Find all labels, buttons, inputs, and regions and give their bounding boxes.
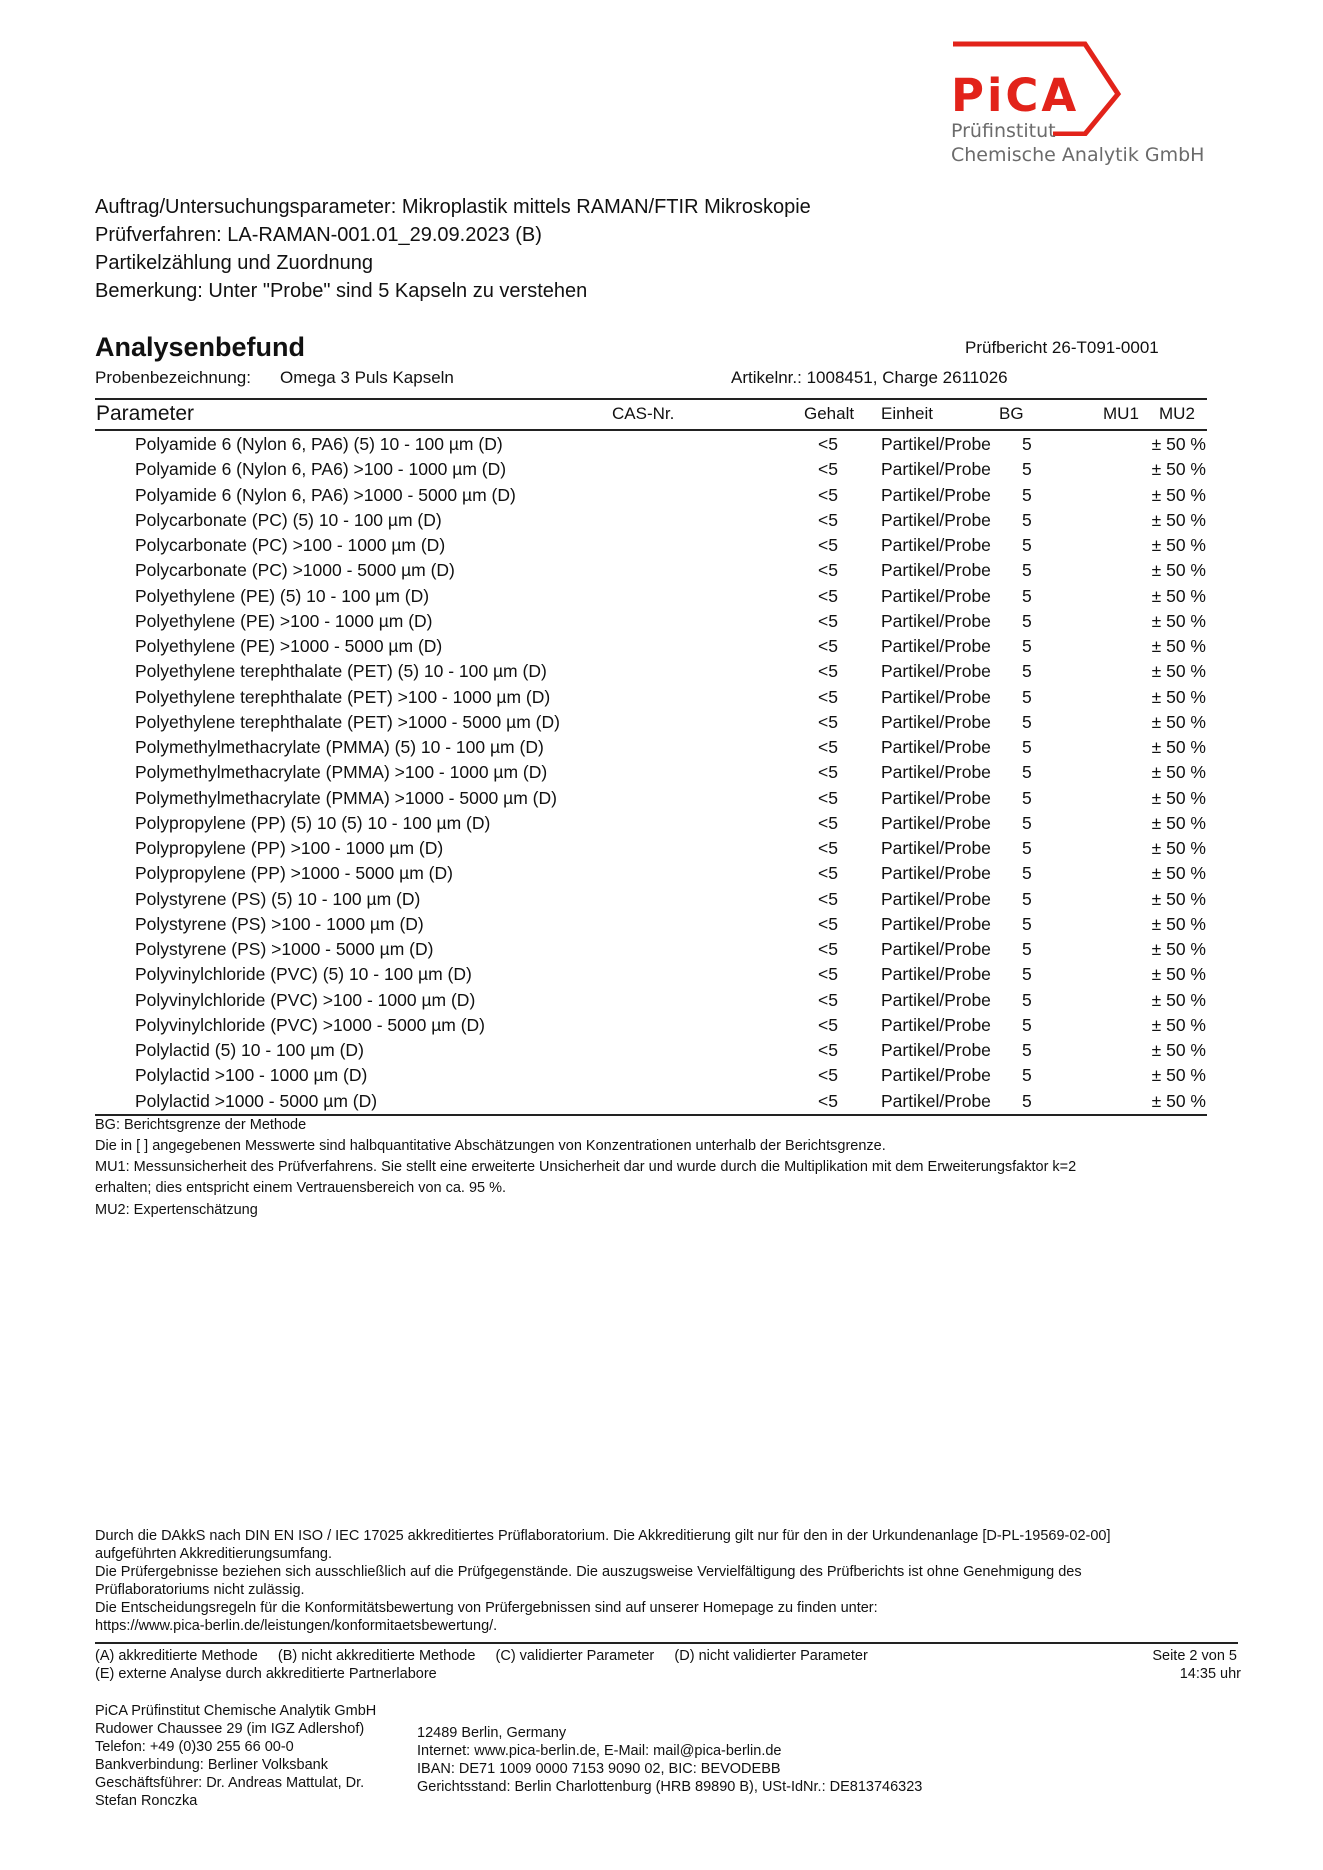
accreditation-line3: Die Prüfergebnisse beziehen sich ausschließlich auf die Prüfgegenstände. Die auszugsweise Vervielfältigung des Prüfberichts ist ohne Genehmigung des (95, 1564, 1082, 1580)
note-brackets: Die in [ ] angegebenen Messwerte sind halbquantitative Abschätzungen von Konzentrationen unterhalb der Berichtsgrenze. (95, 1138, 886, 1154)
cell-einheit: Partikel/Probe (881, 484, 991, 505)
cell-mu2: ± 50 % (1151, 838, 1206, 858)
cell-parameter: Polypropylene (PP) >100 - 1000 µm (D) (135, 838, 444, 858)
cell-bg: 5 (1022, 661, 1032, 682)
cell-bg: 5 (1022, 459, 1032, 480)
cell-parameter: Polyethylene terephthalate (PET) (5) 10 - 100 µm (D) (135, 661, 547, 682)
cell-gehalt: <5 (818, 1090, 838, 1111)
cell-gehalt: <5 (818, 1065, 838, 1086)
cell-gehalt: <5 (818, 1014, 838, 1035)
table-row (0, 661, 1323, 686)
cell-bg: 5 (1022, 1040, 1032, 1060)
table-row (0, 914, 1323, 939)
cell-mu2: ± 50 % (1151, 964, 1206, 985)
cell-mu2: ± 50 % (1151, 1014, 1206, 1035)
cell-einheit: Partikel/Probe (881, 509, 991, 530)
cell-mu2: ± 50 % (1151, 535, 1206, 555)
cell-mu2: ± 50 % (1151, 459, 1206, 480)
cell-einheit: Partikel/Probe (881, 888, 991, 909)
cell-einheit: Partikel/Probe (881, 838, 991, 858)
company-managers: Geschäftsführer: Dr. Andreas Mattulat, Dr. (95, 1775, 365, 1791)
footer-rule (95, 1642, 1238, 1644)
cell-mu2: ± 50 % (1151, 560, 1206, 581)
print-time: 14:35 uhr (1179, 1666, 1241, 1682)
cell-parameter: Polycarbonate (PC) >100 - 1000 µm (D) (135, 535, 446, 555)
cell-gehalt: <5 (818, 863, 838, 884)
cell-gehalt: <5 (818, 939, 838, 959)
table-row (0, 990, 1323, 1015)
cell-parameter: Polyethylene terephthalate (PET) >100 - 1000 µm (D) (135, 686, 551, 707)
table-row (0, 863, 1323, 888)
table-row (0, 586, 1323, 611)
cell-bg: 5 (1022, 585, 1032, 606)
cell-bg: 5 (1022, 762, 1032, 783)
cell-bg: 5 (1022, 863, 1032, 884)
cell-bg: 5 (1022, 711, 1032, 732)
cell-parameter: Polystyrene (PS) >1000 - 5000 µm (D) (135, 939, 434, 959)
cell-mu2: ± 50 % (1151, 610, 1206, 631)
counting-line: Partikelzählung und Zuordnung (95, 252, 373, 274)
cell-bg: 5 (1022, 838, 1032, 858)
cell-einheit: Partikel/Probe (881, 711, 991, 732)
cell-einheit: Partikel/Probe (881, 1040, 991, 1060)
table-row (0, 560, 1323, 585)
cell-mu2: ± 50 % (1151, 989, 1206, 1010)
test-method-line: Prüfverfahren: LA-RAMAN-001.01_29.09.2023 (B) (95, 224, 542, 246)
cell-mu2: ± 50 % (1151, 863, 1206, 884)
cell-einheit: Partikel/Probe (881, 610, 991, 631)
cell-einheit: Partikel/Probe (881, 661, 991, 682)
cell-parameter: Polystyrene (PS) (5) 10 - 100 µm (D) (135, 888, 421, 909)
cell-parameter: Polycarbonate (PC) >1000 - 5000 µm (D) (135, 560, 455, 581)
table-row (0, 1040, 1323, 1065)
cell-parameter: Polyethylene (PE) (5) 10 - 100 µm (D) (135, 585, 430, 606)
col-header-mu2: MU2 (1159, 404, 1195, 423)
company-logo (945, 36, 1205, 171)
method-legend-line2: (E) externe Analyse durch akkreditierte Partnerlabore (95, 1666, 437, 1682)
table-row (0, 636, 1323, 661)
cell-mu2: ± 50 % (1151, 787, 1206, 808)
cell-bg: 5 (1022, 939, 1032, 959)
company-court: Gerichtsstand: Berlin Charlottenburg (HRB 89890 B), USt-IdNr.: DE813746323 (417, 1779, 923, 1795)
table-row (0, 459, 1323, 484)
cell-bg: 5 (1022, 535, 1032, 555)
cell-bg: 5 (1022, 913, 1032, 934)
cell-gehalt: <5 (818, 535, 838, 555)
cell-parameter: Polypropylene (PP) (5) 10 (5) 10 - 100 µm (D) (135, 812, 491, 833)
cell-gehalt: <5 (818, 989, 838, 1010)
cell-parameter: Polyamide 6 (Nylon 6, PA6) >100 - 1000 µm (D) (135, 459, 507, 480)
cell-mu2: ± 50 % (1151, 509, 1206, 530)
cell-gehalt: <5 (818, 1040, 838, 1060)
cell-gehalt: <5 (818, 636, 838, 656)
table-row (0, 611, 1323, 636)
cell-parameter: Polyvinylchloride (PVC) >100 - 1000 µm (D) (135, 989, 476, 1010)
note-bg: BG: Berichtsgrenze der Methode (95, 1117, 307, 1133)
cell-parameter: Polyvinylchloride (PVC) (5) 10 - 100 µm (D) (135, 964, 472, 985)
company-name: PiCA Prüfinstitut Chemische Analytik GmbH (95, 1703, 377, 1719)
table-row (0, 762, 1323, 787)
cell-gehalt: <5 (818, 434, 838, 454)
cell-einheit: Partikel/Probe (881, 1014, 991, 1035)
table-row (0, 788, 1323, 813)
col-header-cas: CAS-Nr. (612, 404, 675, 423)
table-row (0, 485, 1323, 510)
cell-parameter: Polyethylene (PE) >100 - 1000 µm (D) (135, 610, 433, 631)
cell-mu2: ± 50 % (1151, 636, 1206, 656)
table-row (0, 939, 1323, 964)
cell-parameter: Polyamide 6 (Nylon 6, PA6) >1000 - 5000 µm (D) (135, 484, 516, 505)
cell-gehalt: <5 (818, 787, 838, 808)
cell-bg: 5 (1022, 610, 1032, 631)
col-header-bg: BG (999, 404, 1024, 423)
cell-bg: 5 (1022, 434, 1032, 454)
company-web[interactable]: Internet: www.pica-berlin.de, E-Mail: mail@pica-berlin.de (417, 1743, 782, 1759)
accreditation-line5: Die Entscheidungsregeln für die Konformitätsbewertung von Prüfergebnissen sind auf unserer Homepage zu finden unter: (95, 1600, 878, 1616)
conformity-link[interactable]: https://www.pica-berlin.de/leistungen/konformitaetsbewertung/. (95, 1618, 498, 1634)
cell-einheit: Partikel/Probe (881, 863, 991, 884)
cell-einheit: Partikel/Probe (881, 459, 991, 480)
accreditation-line2: aufgeführten Akkreditierungsumfang. (95, 1546, 332, 1562)
company-iban: IBAN: DE71 1009 0000 7153 9090 02, BIC: BEVODEBB (417, 1761, 781, 1777)
cell-mu2: ± 50 % (1151, 661, 1206, 682)
cell-einheit: Partikel/Probe (881, 434, 991, 454)
cell-bg: 5 (1022, 737, 1032, 757)
table-row (0, 535, 1323, 560)
logo-subtitle-1: Prüfinstitut (951, 120, 1056, 142)
cell-gehalt: <5 (818, 888, 838, 909)
cell-einheit: Partikel/Probe (881, 585, 991, 606)
cell-mu2: ± 50 % (1151, 711, 1206, 732)
cell-einheit: Partikel/Probe (881, 812, 991, 833)
cell-parameter: Polyamide 6 (Nylon 6, PA6) (5) 10 - 100 µm (D) (135, 434, 503, 454)
cell-parameter: Polycarbonate (PC) (5) 10 - 100 µm (D) (135, 509, 442, 530)
cell-einheit: Partikel/Probe (881, 636, 991, 656)
note-mu1-line2: erhalten; dies entspricht einem Vertrauensbereich von ca. 95 %. (95, 1180, 507, 1196)
cell-parameter: Polylactid >1000 - 5000 µm (D) (135, 1090, 378, 1111)
table-row (0, 889, 1323, 914)
cell-bg: 5 (1022, 989, 1032, 1010)
cell-parameter: Polyethylene (PE) >1000 - 5000 µm (D) (135, 636, 443, 656)
cell-bg: 5 (1022, 636, 1032, 656)
cell-gehalt: <5 (818, 509, 838, 530)
col-header-parameter: Parameter (96, 402, 195, 425)
cell-parameter: Polymethylmethacrylate (PMMA) >1000 - 5000 µm (D) (135, 787, 557, 808)
sample-name: Omega 3 Puls Kapseln (280, 368, 454, 387)
sample-label: Probenbezeichnung: (95, 368, 251, 387)
cell-einheit: Partikel/Probe (881, 535, 991, 555)
cell-mu2: ± 50 % (1151, 737, 1206, 757)
cell-mu2: ± 50 % (1151, 762, 1206, 783)
cell-bg: 5 (1022, 787, 1032, 808)
table-row (0, 434, 1323, 459)
col-header-gehalt: Gehalt (804, 404, 855, 423)
cell-gehalt: <5 (818, 737, 838, 757)
accreditation-line4: Prüflaboratoriums nicht zulässig. (95, 1582, 305, 1598)
table-row (0, 1015, 1323, 1040)
cell-gehalt: <5 (818, 711, 838, 732)
cell-bg: 5 (1022, 812, 1032, 833)
cell-mu2: ± 50 % (1151, 939, 1206, 959)
company-managers-cont: Stefan Ronczka (95, 1793, 198, 1809)
cell-einheit: Partikel/Probe (881, 989, 991, 1010)
table-top-rule (95, 398, 1207, 400)
company-phone: Telefon: +49 (0)30 255 66 00-0 (95, 1739, 294, 1755)
cell-bg: 5 (1022, 560, 1032, 581)
cell-mu2: ± 50 % (1151, 434, 1206, 454)
table-row (0, 737, 1323, 762)
cell-mu2: ± 50 % (1151, 812, 1206, 833)
cell-einheit: Partikel/Probe (881, 913, 991, 934)
note-mu2: MU2: Expertenschätzung (95, 1202, 258, 1218)
cell-bg: 5 (1022, 484, 1032, 505)
table-header-rule (95, 429, 1207, 431)
cell-einheit: Partikel/Probe (881, 686, 991, 707)
cell-gehalt: <5 (818, 913, 838, 934)
cell-einheit: Partikel/Probe (881, 787, 991, 808)
logo-subtitle-2: Chemische Analytik GmbH (951, 144, 1205, 166)
cell-parameter: Polyethylene terephthalate (PET) >1000 - 5000 µm (D) (135, 711, 560, 732)
cell-gehalt: <5 (818, 585, 838, 606)
table-row (0, 813, 1323, 838)
cell-gehalt: <5 (818, 661, 838, 682)
article-number: Artikelnr.: 1008451, Charge 2611026 (731, 368, 1008, 387)
company-city: 12489 Berlin, Germany (417, 1725, 567, 1741)
table-row (0, 510, 1323, 535)
cell-einheit: Partikel/Probe (881, 1090, 991, 1111)
cell-mu2: ± 50 % (1151, 1040, 1206, 1060)
company-street: Rudower Chaussee 29 (im IGZ Adlershof) (95, 1721, 365, 1737)
order-parameter-line: Auftrag/Untersuchungsparameter: Mikroplastik mittels RAMAN/FTIR Mikroskopie (95, 196, 811, 218)
cell-bg: 5 (1022, 509, 1032, 530)
cell-mu2: ± 50 % (1151, 913, 1206, 934)
cell-mu2: ± 50 % (1151, 686, 1206, 707)
table-row (0, 712, 1323, 737)
cell-mu2: ± 50 % (1151, 888, 1206, 909)
col-header-einheit: Einheit (881, 404, 933, 423)
cell-gehalt: <5 (818, 686, 838, 707)
cell-parameter: Polylactid (5) 10 - 100 µm (D) (135, 1040, 364, 1060)
cell-mu2: ± 50 % (1151, 1090, 1206, 1111)
method-legend-line1: (A) akkreditierte Methode (B) nicht akkreditierte Methode (C) validierter Parameter (D) nicht validierter Parameter (95, 1648, 868, 1664)
table-row (0, 964, 1323, 989)
cell-einheit: Partikel/Probe (881, 762, 991, 783)
table-row (0, 1091, 1323, 1116)
table-row (0, 838, 1323, 863)
cell-bg: 5 (1022, 1065, 1032, 1086)
page-number: Seite 2 von 5 (1152, 1648, 1237, 1664)
report-number: Prüfbericht 26-T091-0001 (965, 338, 1159, 357)
col-header-mu1: MU1 (1103, 404, 1139, 423)
cell-einheit: Partikel/Probe (881, 964, 991, 985)
company-bank: Bankverbindung: Berliner Volksbank (95, 1757, 328, 1773)
accreditation-line1: Durch die DAkkS nach DIN EN ISO / IEC 17025 akkreditiertes Prüflaboratorium. Die Akkreditierung gilt nur für den in der Urkundenanlage [D-PL-19569-02-00] (95, 1528, 1111, 1544)
cell-parameter: Polylactid >100 - 1000 µm (D) (135, 1065, 368, 1086)
cell-parameter: Polyvinylchloride (PVC) >1000 - 5000 µm (D) (135, 1014, 486, 1035)
cell-einheit: Partikel/Probe (881, 560, 991, 581)
cell-parameter: Polypropylene (PP) >1000 - 5000 µm (D) (135, 863, 453, 884)
table-row (0, 1065, 1323, 1090)
remark-line: Bemerkung: Unter "Probe" sind 5 Kapseln zu verstehen (95, 280, 588, 302)
cell-bg: 5 (1022, 1090, 1032, 1111)
cell-gehalt: <5 (818, 459, 838, 480)
page-title: Analysenbefund (95, 332, 306, 362)
cell-gehalt: <5 (818, 762, 838, 783)
cell-einheit: Partikel/Probe (881, 1065, 991, 1086)
cell-gehalt: <5 (818, 812, 838, 833)
cell-mu2: ± 50 % (1151, 1065, 1206, 1086)
cell-bg: 5 (1022, 888, 1032, 909)
cell-bg: 5 (1022, 1014, 1032, 1035)
cell-gehalt: <5 (818, 484, 838, 505)
cell-gehalt: <5 (818, 610, 838, 631)
table-bottom-rule (95, 1114, 1207, 1116)
cell-bg: 5 (1022, 964, 1032, 985)
cell-mu2: ± 50 % (1151, 484, 1206, 505)
cell-gehalt: <5 (818, 838, 838, 858)
cell-bg: 5 (1022, 686, 1032, 707)
cell-einheit: Partikel/Probe (881, 939, 991, 959)
cell-parameter: Polymethylmethacrylate (PMMA) >100 - 1000 µm (D) (135, 762, 548, 783)
cell-parameter: Polymethylmethacrylate (PMMA) (5) 10 - 100 µm (D) (135, 737, 544, 757)
cell-einheit: Partikel/Probe (881, 737, 991, 757)
cell-gehalt: <5 (818, 560, 838, 581)
cell-mu2: ± 50 % (1151, 585, 1206, 606)
cell-parameter: Polystyrene (PS) >100 - 1000 µm (D) (135, 913, 424, 934)
cell-gehalt: <5 (818, 964, 838, 985)
logo-wordmark: PiCA (951, 69, 1080, 122)
table-row (0, 687, 1323, 712)
note-mu1-line1: MU1: Messunsicherheit des Prüfverfahrens. Sie stellt eine erweiterte Unsicherheit dar und wurde durch die Multiplikation mit dem Erweiterungsfaktor k=2 (95, 1159, 1077, 1175)
